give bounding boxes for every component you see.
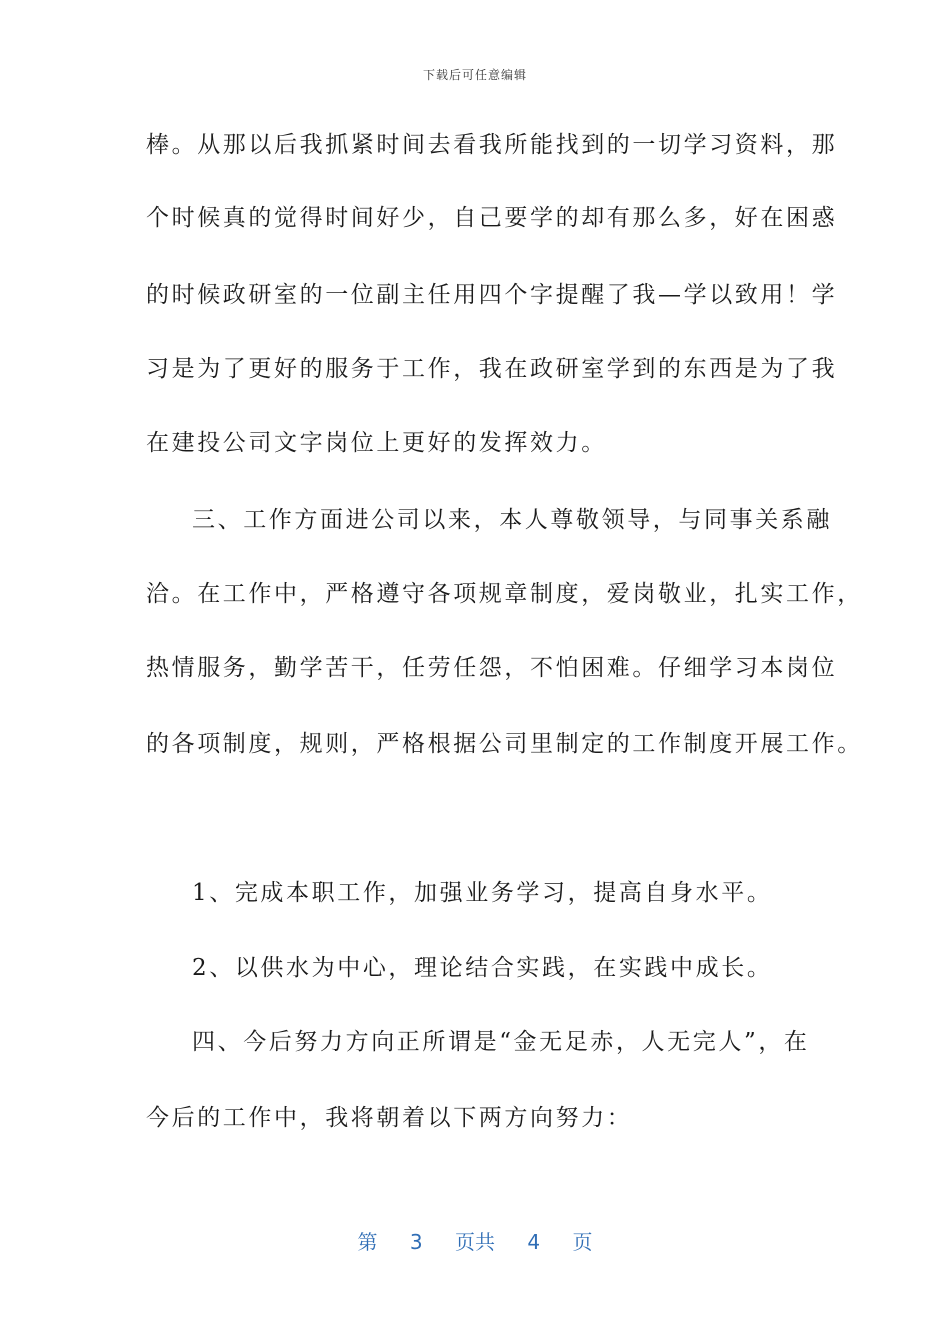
text-line: 三、工作方面进公司以来，本人尊敬领导，与同事关系融 bbox=[192, 507, 832, 533]
footer-label-total: 页共 bbox=[455, 1230, 495, 1254]
text-line: 热情服务，勤学苦干，任劳任怨，不怕困难。仔细学习本岗位 bbox=[146, 655, 838, 681]
text-line: 在建投公司文字岗位上更好的发挥效力。 bbox=[146, 430, 607, 456]
text-line: 今后的工作中，我将朝着以下两方向努力： bbox=[146, 1105, 633, 1131]
footer-label-page: 第 bbox=[357, 1230, 378, 1254]
footer-current-page: 3 bbox=[409, 1230, 423, 1254]
text-line: 个时候真的觉得时间好少，自己要学的却有那么多，好在困惑 bbox=[146, 205, 838, 231]
text-line: 棒。从那以后我抓紧时间去看我所能找到的一切学习资料，那 bbox=[146, 132, 838, 158]
list-item: 2、以供水为中心，理论结合实践，在实践中成长。 bbox=[192, 955, 773, 981]
footer-label-end: 页 bbox=[572, 1230, 593, 1254]
text-line: 的各项制度，规则，严格根据公司里制定的工作制度开展工作。 bbox=[146, 731, 863, 757]
footer-total-pages: 4 bbox=[527, 1230, 541, 1254]
text-line: 习是为了更好的服务于工作，我在政研室学到的东西是为了我 bbox=[146, 356, 838, 382]
list-item: 1、完成本职工作，加强业务学习，提高自身水平。 bbox=[192, 880, 773, 906]
text-line: 的时候政研室的一位副主任用四个字提醒了我—学以致用！学 bbox=[146, 282, 838, 308]
page-footer bbox=[0, 1226, 950, 1255]
header-note: 下载后可任意编辑 bbox=[422, 68, 527, 82]
text-line: 四、今后努力方向正所谓是“金无足赤，人无完人”，在 bbox=[192, 1029, 810, 1055]
text-line: 洽。在工作中，严格遵守各项规章制度，爱岗敬业，扎实工作， bbox=[146, 581, 863, 607]
